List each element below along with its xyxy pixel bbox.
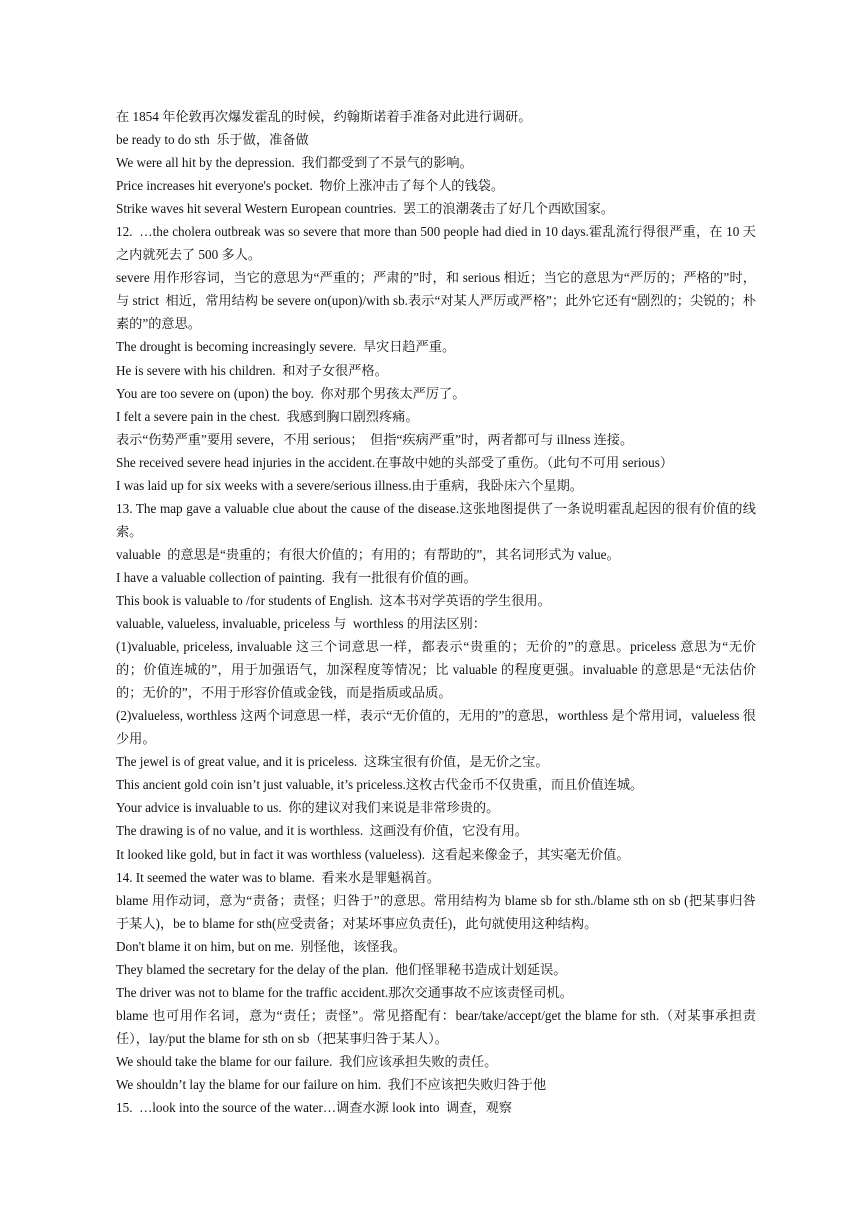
paragraph: We were all hit by the depression. 我们都受到了不景气的影响。 — [116, 155, 473, 171]
paragraph: We shouldn’t lay the blame for our failure on him. 我们不应该把失败归咎于他 — [116, 1076, 547, 1092]
paragraph: The driver was not to blame for the traffic accident.那次交通事故不应该责怪司机。 — [116, 984, 573, 1000]
paragraph: be ready to do sth 乐于做，准备做 — [116, 132, 309, 148]
paragraph: valuable, valueless, invaluable, priceless 与 worthless 的用法区别： — [116, 616, 486, 632]
paragraph: I felt a severe pain in the chest. 我感到胸口剧烈疼痛。 — [116, 408, 419, 424]
paragraph: This book is valuable to /for students of English. 这本书对学英语的学生很用。 — [116, 592, 551, 608]
paragraph: Your advice is invaluable to us. 你的建议对我们来说是非常珍贵的。 — [116, 800, 500, 816]
paragraph: (1)valuable, priceless, invaluable 这三个词意思一样，都表示“贵重的；无价的”的意思。priceless 意思为“无价的；价值连城的”，用于加强语气，加深程度等情况；比 valuable 的程度更强。invaluable 的意思是“无法估价的；无价的”，不用于形容价值或金钱，而是指质或品质。 — [116, 639, 756, 701]
paragraph: valuable 的意思是“贵重的；有很大价值的；有用的；有帮助的”，其名词形式为 value。 — [116, 546, 620, 562]
paragraph: He is severe with his children. 和对子女很严格。 — [116, 362, 388, 378]
paragraph: 13. The map gave a valuable clue about the cause of the disease.这张地图提供了一条说明霍乱起因的很有价值的线索。 — [116, 500, 756, 539]
paragraph: Strike waves hit several Western European countries. 罢工的浪潮袭击了好几个西欧国家。 — [116, 201, 614, 217]
paragraph: Don't blame it on him, but on me. 别怪他，该怪我。 — [116, 938, 406, 954]
paragraph: The drought is becoming increasingly severe. 旱灾日趋严重。 — [116, 339, 456, 355]
paragraph: (2)valueless, worthless 这两个词意思一样，表示“无价值的，无用的”的意思，worthless 是个常用词，valueless 很少用。 — [116, 708, 756, 747]
paragraph: blame 也可用作名词，意为“责任；责怪”。常见搭配有：bear/take/accept/get the blame for sth.（对某事承担责任），lay/put the blame for sth on sb（把某事归咎于某人）。 — [116, 1007, 756, 1046]
paragraph: blame 用作动词，意为“责备；责怪；归咎于”的意思。常用结构为 blame sb for sth./blame sth on sb (把某事归咎于某人)，be to blame for sth(应受责备；对某坏事应负责任)，此句就使用这种结构。 — [116, 892, 756, 931]
paragraph: She received severe head injuries in the accident.在事故中她的头部受了重伤。（此句不可用 serious） — [116, 454, 674, 470]
document-body — [116, 105, 756, 1119]
paragraph: You are too severe on (upon) the boy. 你对那个男孩太严厉了。 — [116, 385, 466, 401]
paragraph: We should take the blame for our failure. 我们应该承担失败的责任。 — [116, 1053, 498, 1069]
paragraph: The drawing is of no value, and it is worthless. 这画没有价值，它没有用。 — [116, 823, 529, 839]
paragraph: This ancient gold coin isn’t just valuable, it’s priceless.这枚古代金币不仅贵重，而且价值连城。 — [116, 777, 644, 793]
paragraph: I have a valuable collection of painting. 我有一批很有价值的画。 — [116, 569, 477, 585]
paragraph: They blamed the secretary for the delay of the plan. 他们怪罪秘书造成计划延误。 — [116, 961, 567, 977]
paragraph: 14. It seemed the water was to blame. 看来水是罪魁祸首。 — [116, 869, 441, 885]
paragraph: 在 1854 年伦敦再次爆发霍乱的时候，约翰斯诺着手准备对此进行调研。 — [116, 109, 532, 124]
paragraph: 15. …look into the source of the water…调查水源 look into 调查，观察 — [116, 1100, 512, 1116]
paragraph: It looked like gold, but in fact it was worthless (valueless). 这看起来像金子，其实毫无价值。 — [116, 846, 630, 862]
paragraph: 12. …the cholera outbreak was so severe that more than 500 people had died in 10 days.霍乱流行得很严重，在 10 天之内就死去了 500 多人。 — [116, 224, 756, 263]
paragraph: I was laid up for six weeks with a severe/serious illness.由于重病，我卧床六个星期。 — [116, 477, 583, 493]
paragraph: 表示“伤势严重”要用 severe，不用 serious； 但指“疾病严重”时，两者都可与 illness 连接。 — [116, 431, 634, 447]
paragraph: The jewel is of great value, and it is priceless. 这珠宝很有价值，是无价之宝。 — [116, 754, 549, 770]
paragraph: severe 用作形容词，当它的意思为“严重的；严肃的”时，和 serious 相近；当它的意思为“严厉的；严格的”时，与 strict 相近，常用结构 be severe on(upon)/with sb.表示“对某人严厉或严格”；此外它还有“剧烈的；尖锐的；朴素的”的意思。 — [116, 270, 756, 332]
paragraph: Price increases hit everyone's pocket. 物价上涨冲击了每个人的钱袋。 — [116, 178, 505, 194]
